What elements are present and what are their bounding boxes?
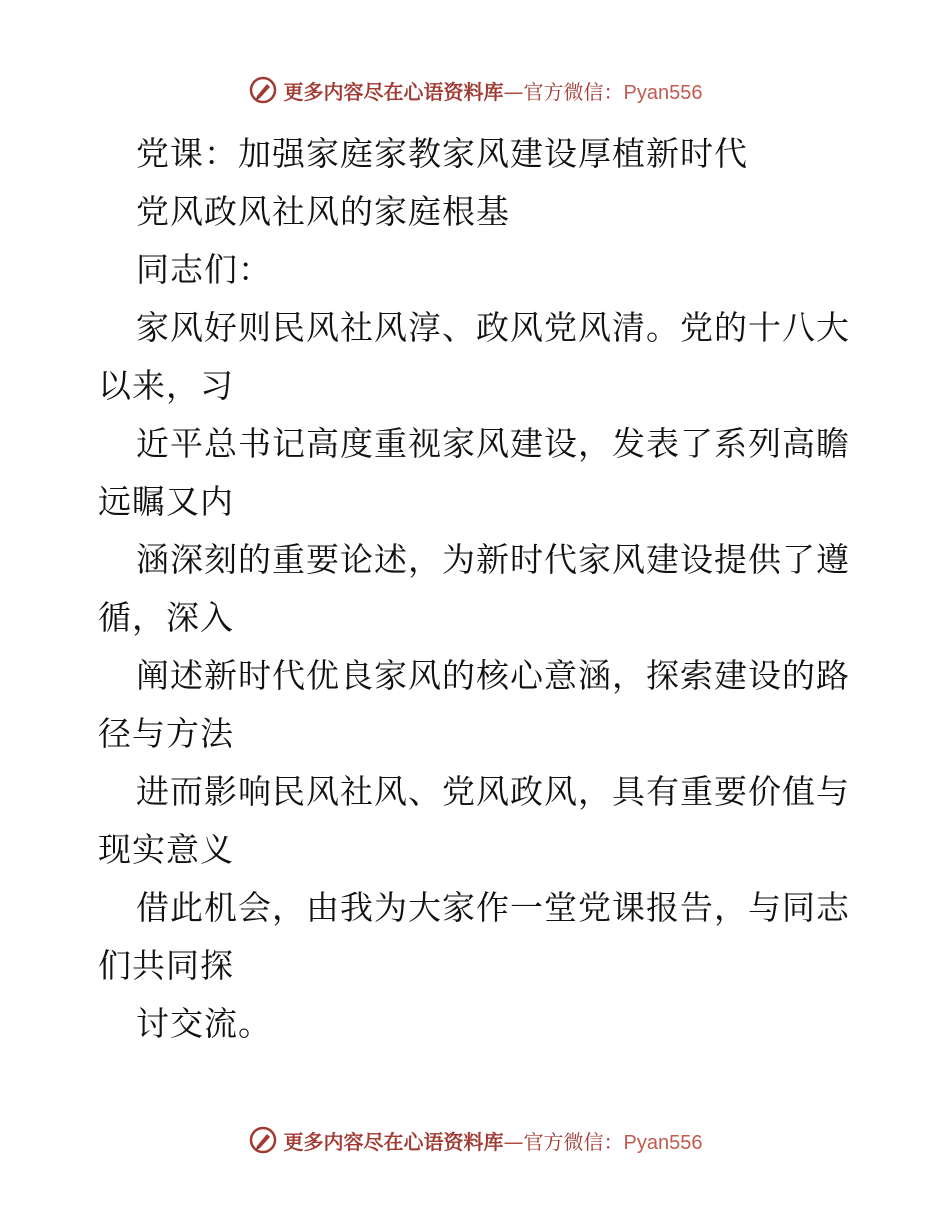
footer-watermark-banner (0, 1120, 950, 1160)
watermark-wechat-id: Pyan556 (623, 81, 703, 104)
pen-logo-icon (248, 1125, 278, 1155)
paragraph-line: 径与方法 (98, 714, 234, 753)
header-watermark-banner (0, 70, 950, 110)
paragraph-line: 涵深刻的重要论述，为新时代家风建设提供了遵 (136, 540, 850, 579)
watermark-text (284, 76, 703, 105)
doc-title-line-1: 党课：加强家庭家教家风建设厚植新时代 (136, 134, 748, 173)
salutation: 同志们： (136, 250, 272, 289)
paragraph-line: 近平总书记高度重视家风建设，发表了系列高瞻 (136, 424, 850, 463)
watermark-main-text: 更多内容尽在心语资料库 (283, 79, 504, 104)
watermark-dash: — (503, 1129, 524, 1154)
paragraph-line: 借此机会，由我为大家作一堂党课报告，与同志 (136, 888, 850, 927)
watermark-main-text: 更多内容尽在心语资料库 (283, 1129, 504, 1154)
doc-title-line-2: 党风政风社风的家庭根基 (136, 192, 510, 231)
paragraph-line: 阐述新时代优良家风的核心意涵，探索建设的路 (136, 656, 850, 695)
document-body (98, 125, 852, 1053)
watermark-dash: — (503, 79, 524, 104)
paragraph-line: 现实意义 (98, 830, 234, 869)
paragraph-line: 以来，习 (98, 366, 234, 405)
watermark-wechat-label: 官方微信： (523, 79, 624, 104)
paragraph-line: 们共同探 (98, 946, 234, 985)
paragraph-line: 家风好则民风社风淳、政风党风清。党的十八大 (136, 308, 850, 347)
paragraph-line: 讨交流。 (136, 1004, 272, 1043)
paragraph-line: 循，深入 (98, 598, 234, 637)
watermark-text (284, 1126, 703, 1155)
watermark-wechat-id: Pyan556 (623, 1131, 703, 1154)
paragraph-line: 远瞩又内 (98, 482, 234, 521)
watermark-wechat-label: 官方微信： (523, 1129, 624, 1154)
paragraph-line: 进而影响民风社风、党风政风，具有重要价值与 (136, 772, 850, 811)
pen-logo-icon (248, 75, 278, 105)
